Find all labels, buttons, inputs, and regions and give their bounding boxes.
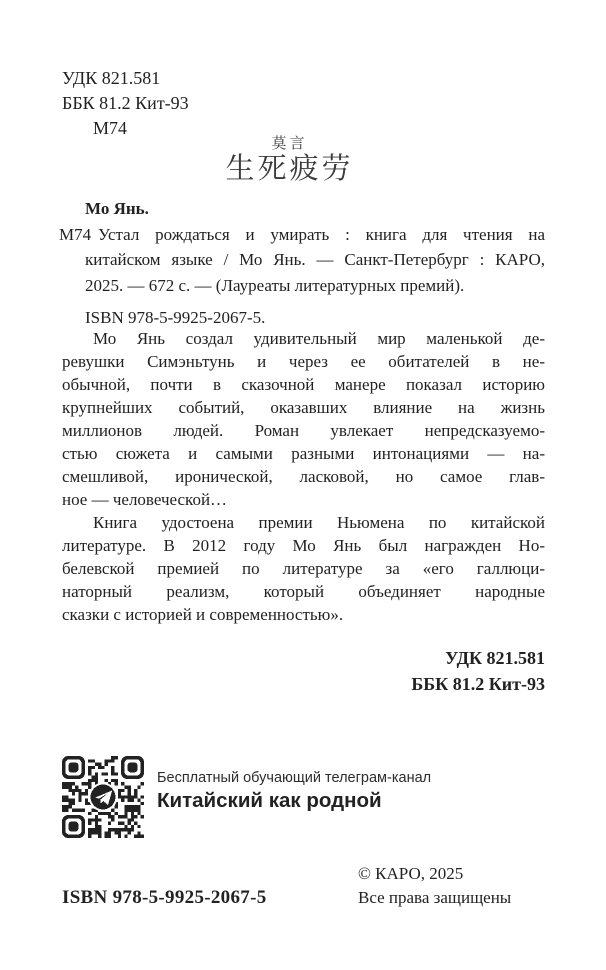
annotation-paragraph-1 (62, 327, 545, 511)
telegram-channel-caption: Бесплатный обучающий телеграм-канал (157, 770, 432, 786)
bib-isbn: ISBN 978-5-9925-2067-5. (85, 308, 266, 327)
copyright-line: © КАРО, 2025 (358, 864, 464, 883)
bib-author-sign: М74 (59, 224, 92, 244)
bbk-code-bottom: ББК 81.2 Кит-93 (411, 674, 545, 694)
text-line: крупнейших событий, оказавших влияние на жизнь (62, 398, 545, 417)
telegram-qr-code-icon (62, 756, 144, 838)
udc-code: УДК 821.581 (62, 68, 161, 88)
bib-author: Мо Янь. (85, 199, 149, 218)
bottom-classification-codes (411, 645, 545, 697)
text-line: наторный реализм, который объединяет народные (62, 582, 545, 601)
bibliographic-entry (59, 196, 545, 331)
text-line: китайском языке / Мо Янь. — Санкт-Петербург : КАРО, (85, 250, 545, 269)
rights-line: Все права защищены (358, 888, 512, 907)
author-sign-code: М74 (93, 118, 128, 138)
footer-copyright-block (358, 862, 511, 910)
imprint-footer (62, 862, 545, 922)
annotation-paragraph-2 (62, 511, 545, 626)
text-line: смешливой, иронической, ласковой, но самое глав- (62, 467, 545, 486)
text-line: сказки с историей и современностью». (62, 605, 344, 624)
text-line: белевской премией по литературе за «его галлюци- (62, 559, 545, 578)
text-line: 2025. — 672 с. — (Лауреаты литературных премий). (85, 275, 465, 295)
chinese-author-name: 莫言 (271, 136, 308, 152)
chinese-book-title: 生死疲劳 (225, 153, 354, 185)
udc-code-bottom: УДК 821.581 (445, 648, 545, 668)
chinese-title-block (62, 135, 517, 186)
text-line: Устал рождаться и умирать : книга для чтения на (98, 224, 545, 244)
top-classification-codes (62, 66, 189, 141)
telegram-channel-text (157, 756, 431, 814)
annotation-block (62, 327, 545, 626)
text-line: ное — человеческой… (62, 490, 228, 509)
text-line: обычной, почти в сказочной манере показал историю (62, 375, 545, 394)
text-line: литературе. В 2012 году Мо Янь был награжден Но- (62, 536, 545, 555)
text-line: ревушки Симэньтунь и через ее обитателей в не- (62, 352, 545, 371)
footer-isbn: ISBN 978-5-9925-2067-5 (62, 887, 267, 908)
text-line: стью сюжета и самыми разными интонациями — на- (62, 444, 545, 463)
text-line: Мо Янь создал удивительный мир маленькой де- (93, 329, 545, 348)
text-line: миллионов людей. Роман увлекает непредсказуемо- (62, 421, 545, 440)
bib-description (85, 222, 545, 299)
text-line: Книга удостоена премии Ньюмена по китайской (93, 513, 545, 532)
bbk-code: ББК 81.2 Кит-93 (62, 93, 189, 113)
telegram-promo-block (62, 756, 431, 838)
telegram-channel-name: Китайский как родной (157, 789, 382, 812)
